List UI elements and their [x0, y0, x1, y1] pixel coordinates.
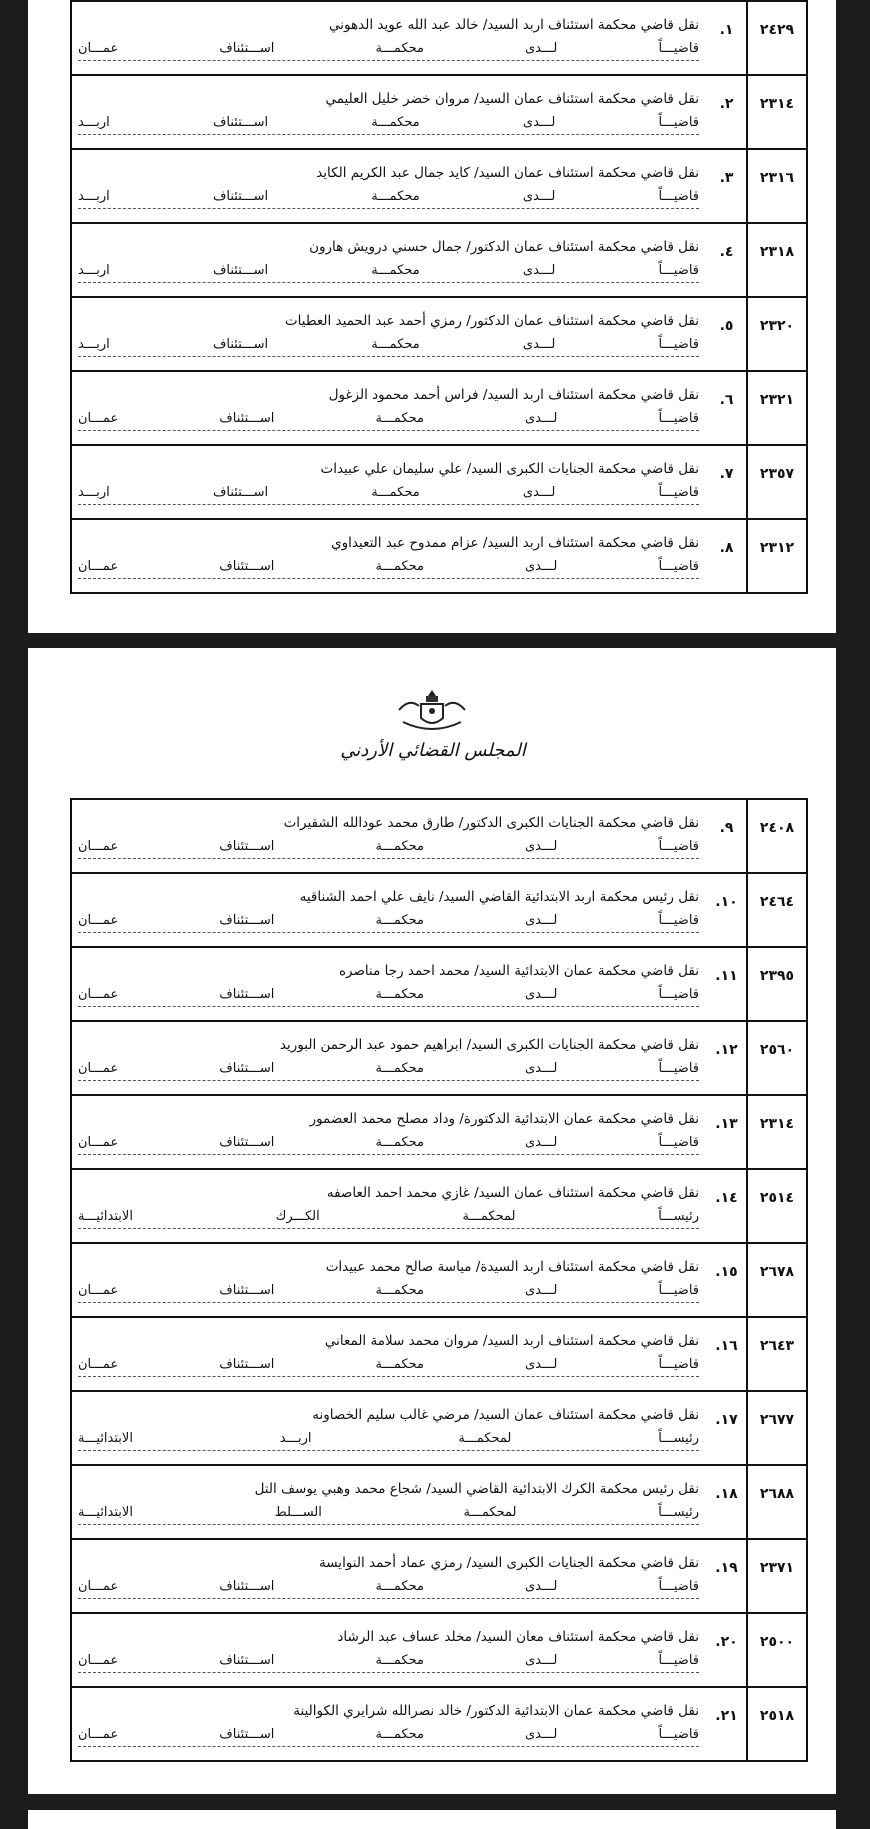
transfer-line-1: نقل قاضي محكمة عمان الابتدائية الدكتورة/ وداد مصلح محمد العضمور	[309, 1111, 699, 1127]
transfer-line-2: قاضيـــاً لـــدى محكمـــة اســـتئناف عمـــان	[78, 910, 699, 933]
row-index: ٨.	[707, 519, 747, 593]
transfer-line-2: قاضيـــاً لـــدى محكمـــة اســـتئناف عمـــان	[78, 556, 699, 579]
transfer-line-2: قاضيـــاً لـــدى محكمـــة اســـتئناف اربـــد	[78, 112, 699, 135]
transfer-line-1: نقل قاضي محكمة استئناف عمان السيد/ مروان خضر خليل العليمي	[325, 91, 699, 107]
transfer-text	[71, 1613, 707, 1687]
record-number: ٢٣٧١	[747, 1539, 807, 1613]
transfer-line-2: قاضيـــاً لـــدى محكمـــة اســـتئناف اربـــد	[78, 260, 699, 283]
transfer-text	[71, 1391, 707, 1465]
record-number: ٢٥١٨	[747, 1687, 807, 1761]
transfer-text	[71, 1243, 707, 1317]
transfer-line-1: نقل قاضي محكمة استئناف اربد السيد/ فراس أحمد محمود الزغول	[328, 387, 699, 403]
record-number: ٢٣٥٧	[747, 445, 807, 519]
transfer-line-1: نقل قاضي محكمة استئناف عمان الدكتور/ رمزي أحمد عبد الحميد العطيات	[284, 313, 699, 329]
table-row	[71, 519, 807, 593]
transfer-line-1: نقل قاضي محكمة عمان الابتدائية السيد/ محمد احمد رجا مناصره	[338, 963, 699, 979]
row-index: ٩.	[707, 799, 747, 873]
transfer-line-2: قاضيـــاً لـــدى محكمـــة اســـتئناف عمـــان	[78, 1354, 699, 1377]
transfer-line-1: نقل قاضي محكمة استئناف اربد السيد/ خالد عبد الله عويد الدهوني	[329, 17, 699, 33]
transfer-line-2: قاضيـــاً لـــدى محكمـــة اســـتئناف اربـــد	[78, 186, 699, 209]
row-index: ٢.	[707, 75, 747, 149]
record-number: ٢٣١٢	[747, 519, 807, 593]
transfers-table-1	[70, 0, 808, 594]
row-index: ٤.	[707, 223, 747, 297]
council-name: المجلس القضائي الأردني	[340, 740, 526, 761]
transfer-line-2: قاضيـــاً لـــدى محكمـــة اســـتئناف عمـــان	[78, 836, 699, 859]
table-row	[71, 947, 807, 1021]
transfer-text	[71, 947, 707, 1021]
transfers-table-2	[70, 798, 808, 1762]
transfer-line-2: قاضيـــاً لـــدى محكمـــة اســـتئناف عمـــان	[78, 1280, 699, 1303]
document-page-3	[28, 1810, 836, 1829]
transfer-text	[71, 1095, 707, 1169]
transfer-line-1: نقل قاضي محكمة استئناف عمان الدكتور/ جمال حسني درويش هارون	[309, 239, 699, 255]
table-row	[71, 1021, 807, 1095]
transfer-text	[71, 75, 707, 149]
transfer-line-2: قاضيـــاً لـــدى محكمـــة اســـتئناف عمـــان	[78, 1132, 699, 1155]
transfer-text	[71, 445, 707, 519]
transfer-line-2: قاضيـــاً لـــدى محكمـــة اســـتئناف اربـــد	[78, 482, 699, 505]
row-index: ٦.	[707, 371, 747, 445]
transfer-line-2: قاضيـــاً لـــدى محكمـــة اســـتئناف عمـــان	[78, 1576, 699, 1599]
transfer-line-1: نقل قاضي محكمة الجنايات الكبرى السيد/ علي سليمان علي عبيدات	[320, 461, 699, 477]
record-number: ٢٦٧٨	[747, 1243, 807, 1317]
record-number: ٢٣١٤	[747, 1095, 807, 1169]
transfer-line-1: نقل قاضي محكمة الجنايات الكبرى السيد/ ابراهيم حمود عبد الرحمن البوريد	[279, 1037, 699, 1053]
transfer-line-1: نقل رئيس محكمة الكرك الابتدائية القاضي السيد/ شجاع محمد وهبي يوسف التل	[254, 1481, 699, 1497]
record-number: ٢٣٢٠	[747, 297, 807, 371]
transfer-text	[71, 1169, 707, 1243]
record-number: ٢٣١٤	[747, 75, 807, 149]
record-number: ٢٣٩٥	[747, 947, 807, 1021]
record-number: ٢٥٦٠	[747, 1021, 807, 1095]
record-number: ٢٤٢٩	[747, 1, 807, 75]
transfer-text	[71, 297, 707, 371]
row-index: ١١.	[707, 947, 747, 1021]
transfer-line-2: قاضيـــاً لـــدى محكمـــة اســـتئناف عمـــان	[78, 1058, 699, 1081]
transfer-line-2: قاضيـــاً لـــدى محكمـــة اســـتئناف عمـــان	[78, 408, 699, 431]
row-index: ١٨.	[707, 1465, 747, 1539]
record-number: ٢٤٠٨	[747, 799, 807, 873]
transfer-line-2: رئيســـاً لمحكمـــة اربـــد الابتدائيـــة	[78, 1428, 699, 1451]
row-index: ١.	[707, 1, 747, 75]
transfer-line-1: نقل قاضي محكمة استئناف عمان السيد/ كايد جمال عبد الكريم الكايد	[316, 165, 699, 181]
transfer-line-1: نقل قاضي محكمة استئناف عمان السيد/ مرضي غالب سليم الخصاونه	[312, 1407, 699, 1423]
row-index: ٧.	[707, 445, 747, 519]
transfer-line-1: نقل قاضي محكمة استئناف اربد السيد/ عزام ممدوح عبد التعيداوي	[331, 535, 699, 551]
row-index: ١٣.	[707, 1095, 747, 1169]
document-page-1	[28, 0, 836, 633]
record-number: ٢٥٠٠	[747, 1613, 807, 1687]
transfer-line-2: قاضيـــاً لـــدى محكمـــة اســـتئناف عمـــان	[78, 38, 699, 61]
transfer-text	[71, 1465, 707, 1539]
transfer-line-1: نقل قاضي محكمة استئناف اربد السيد/ مروان محمد سلامة المعاني	[324, 1333, 699, 1349]
table-row	[71, 75, 807, 149]
coat-of-arms-icon	[393, 688, 471, 732]
table-row	[71, 1613, 807, 1687]
transfer-text	[71, 519, 707, 593]
row-index: ٢٠.	[707, 1613, 747, 1687]
table-row	[71, 223, 807, 297]
table-row	[71, 1391, 807, 1465]
transfer-text	[71, 1539, 707, 1613]
row-index: ٣.	[707, 149, 747, 223]
table-row	[71, 1317, 807, 1391]
table-row	[71, 799, 807, 873]
row-index: ١٠.	[707, 873, 747, 947]
record-number: ٢٣٢١	[747, 371, 807, 445]
record-number: ٢٣١٨	[747, 223, 807, 297]
row-index: ١٤.	[707, 1169, 747, 1243]
transfer-text	[71, 371, 707, 445]
document-page-2	[28, 648, 836, 1794]
transfer-line-2: رئيســـاً لمحكمـــة الكـــرك الابتدائيـــة	[78, 1206, 699, 1229]
row-index: ١٧.	[707, 1391, 747, 1465]
table-row	[71, 445, 807, 519]
table-row	[71, 873, 807, 947]
table-row	[71, 1169, 807, 1243]
record-number: ٢٦٧٧	[747, 1391, 807, 1465]
transfer-line-2: قاضيـــاً لـــدى محكمـــة اســـتئناف اربـــد	[78, 334, 699, 357]
record-number: ٢٣١٦	[747, 149, 807, 223]
transfer-line-1: نقل قاضي محكمة الجنايات الكبرى الدكتور/ طارق محمد عودالله الشقيرات	[283, 815, 699, 831]
record-number: ٢٦٨٨	[747, 1465, 807, 1539]
transfer-line-1: نقل قاضي محكمة استئناف عمان السيد/ غازي محمد احمد العاصفه	[326, 1185, 699, 1201]
transfer-text	[71, 799, 707, 873]
table-row	[71, 149, 807, 223]
table-row	[71, 297, 807, 371]
transfer-line-2: رئيســـاً لمحكمـــة الســـلط الابتدائيـــة	[78, 1502, 699, 1525]
transfer-line-2: قاضيـــاً لـــدى محكمـــة اســـتئناف عمـــان	[78, 1650, 699, 1673]
transfer-text	[71, 223, 707, 297]
transfer-line-1: نقل قاضي محكمة الجنايات الكبرى السيد/ رمزي عماد أحمد النوايسة	[319, 1555, 699, 1571]
row-index: ١٥.	[707, 1243, 747, 1317]
row-index: ١٢.	[707, 1021, 747, 1095]
transfer-text	[71, 149, 707, 223]
transfer-line-1: نقل قاضي محكمة عمان الابتدائية الدكتور/ خالد نصرالله شرايري الكوالينة	[293, 1703, 699, 1719]
transfer-line-1: نقل رئيس محكمة اربد الابتدائية القاضي السيد/ نايف علي احمد الشناقيه	[299, 889, 699, 905]
transfer-line-2: قاضيـــاً لـــدى محكمـــة اســـتئناف عمـــان	[78, 1724, 699, 1747]
transfer-text	[71, 1, 707, 75]
table-row	[71, 1539, 807, 1613]
row-index: ٥.	[707, 297, 747, 371]
transfer-line-1: نقل قاضي محكمة استئناف اربد السيدة/ مياسة صالح محمد عبيدات	[325, 1259, 699, 1275]
table-row	[71, 1243, 807, 1317]
table-row	[71, 1465, 807, 1539]
record-number: ٢٤٦٤	[747, 873, 807, 947]
record-number: ٢٥١٤	[747, 1169, 807, 1243]
table-row	[71, 1, 807, 75]
transfer-line-2: قاضيـــاً لـــدى محكمـــة اســـتئناف عمـــان	[78, 984, 699, 1007]
transfer-text	[71, 1317, 707, 1391]
table-row	[71, 1095, 807, 1169]
row-index: ١٦.	[707, 1317, 747, 1391]
transfer-text	[71, 873, 707, 947]
transfer-text	[71, 1687, 707, 1761]
transfer-text	[71, 1021, 707, 1095]
table-row	[71, 1687, 807, 1761]
table-row	[71, 371, 807, 445]
record-number: ٢٦٤٣	[747, 1317, 807, 1391]
row-index: ٢١.	[707, 1687, 747, 1761]
transfer-line-1: نقل قاضي محكمة استئناف معان السيد/ مخلد عساف عبد الرشاد	[337, 1629, 699, 1645]
row-index: ١٩.	[707, 1539, 747, 1613]
